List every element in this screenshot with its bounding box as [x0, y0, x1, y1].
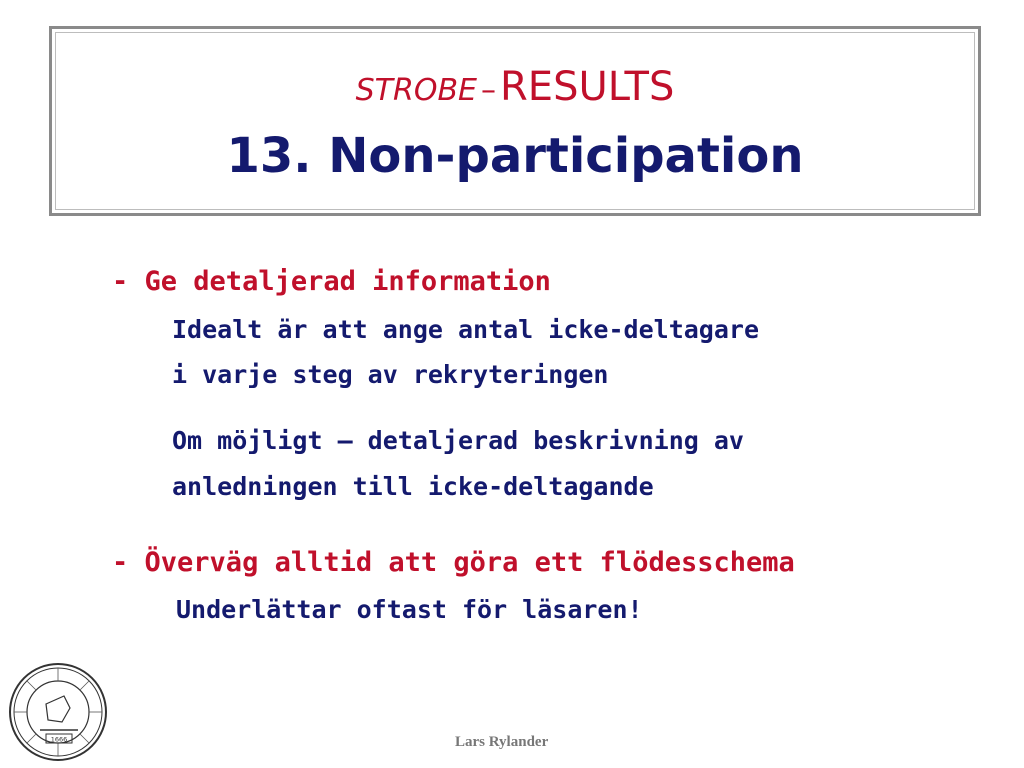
- bullet-dash-2: -: [112, 547, 129, 578]
- bullet-1-para-1-line-2: i varje steg av rekryteringen: [172, 360, 609, 389]
- bullet-1-para-1-line-1: Idealt är att ange antal icke-deltagare: [172, 315, 759, 344]
- title-strobe: STROBE: [355, 73, 478, 108]
- title-box: [49, 26, 981, 216]
- title-dash: –: [481, 73, 497, 108]
- bullet-dash-1: -: [112, 266, 129, 297]
- bullet-1-para-2-line-2: anledningen till icke-deltagande: [172, 472, 654, 501]
- bullet-heading-1: [112, 266, 551, 297]
- page-title: 13. Non-participation: [226, 128, 804, 184]
- university-seal-icon: [6, 660, 110, 764]
- bullet-1-para-2-line-1: Om möjligt – detaljerad beskrivning av: [172, 426, 744, 455]
- footer-author: Lars Rylander: [455, 734, 549, 750]
- bullet-heading-1-text: Ge detaljerad information: [144, 266, 551, 297]
- bullet-2-para-1-line-1: Underlättar oftast för läsaren!: [176, 595, 643, 624]
- bullet-heading-2-text: Överväg alltid att göra ett flödesschema: [144, 547, 795, 578]
- seal-year: 1666: [50, 735, 68, 744]
- title-line-strobe-results: [52, 57, 978, 121]
- bullet-heading-2: [112, 547, 795, 578]
- title-results: RESULTS: [500, 64, 675, 110]
